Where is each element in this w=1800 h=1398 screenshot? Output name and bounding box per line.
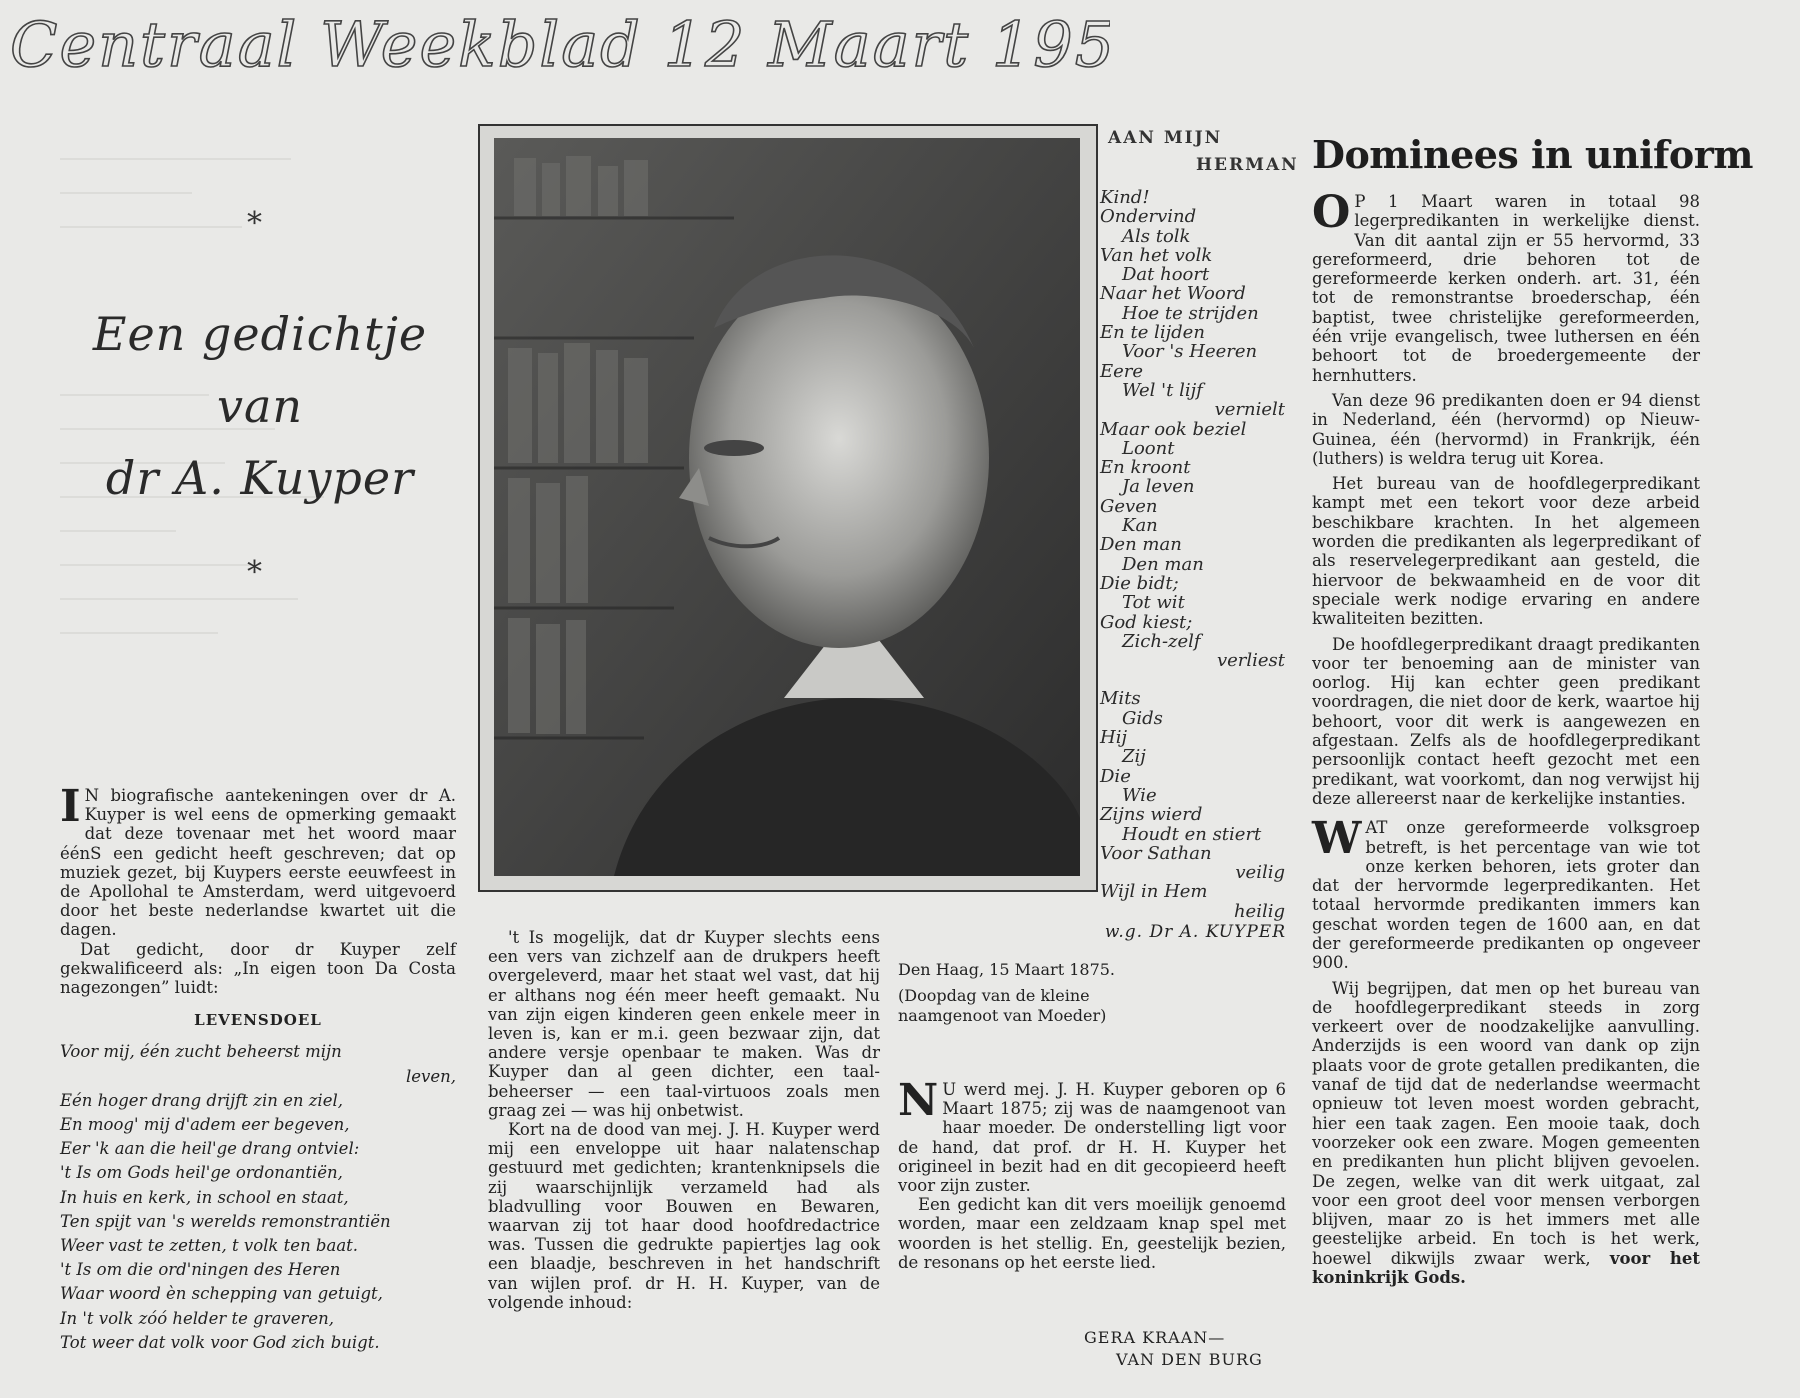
- nu-werd-column: [898, 1075, 1286, 1272]
- poem-line: Wie: [1122, 784, 1157, 806]
- intro-paragraph-2: Dat gedicht, door dr Kuyper zelf gekwalificeerd als: „In eigen toon Da Costa nagezongen” luidt:: [60, 939, 456, 998]
- poem-line: Eere: [1100, 360, 1144, 382]
- poem-line: En kroont: [1100, 457, 1191, 479]
- poem-line: Ten spijt van 's werelds remonstrantiën: [60, 1211, 391, 1231]
- poem-line: leven,: [406, 1066, 456, 1086]
- poem-line: 't Is om die ord'ningen des Heren: [60, 1260, 341, 1280]
- poem-line: Wijl in Hem: [1100, 881, 1208, 903]
- poem-title-levensdoel: LEVENSDOEL: [194, 1011, 322, 1030]
- poem-line: heilig: [1233, 900, 1285, 922]
- poem-line: Houdt en stiert: [1122, 823, 1262, 845]
- poem-line: Wel 't lijf: [1122, 379, 1203, 401]
- portrait-photo: [494, 138, 1080, 876]
- poem-line: En moog' mij d'adem eer begeven,: [60, 1115, 350, 1135]
- poem-line: Van het volk: [1100, 244, 1213, 266]
- author-line-2: VAN DEN BURG: [1116, 1350, 1263, 1369]
- poem-line: vernielt: [1214, 399, 1285, 421]
- poem-line: Ondervind: [1100, 206, 1197, 228]
- poem-line: Loont: [1122, 437, 1175, 459]
- poem-line: Gids: [1122, 707, 1163, 729]
- nu-werd-dropcap: N: [898, 1075, 939, 1126]
- poem-line: 't Is om Gods heil'ge ordonantiën,: [60, 1163, 343, 1183]
- poem-line: Voor 's Heeren: [1122, 341, 1258, 363]
- dominees-paragraph-1: P 1 Maart waren in totaal 98 legerpredikanten in werkelijke dienst. Van dit aantal zijn er 55 hervormd, 33 gereformeerd, drie behoren tot de gereformeerde kerken onderh. art. 31, één tot de remonstrantse broederschap, één baptist, twee christelijke gereformeerden, één vrije evangelisch, twee luthersen en één behoort tot de broedergemeente der hernhutters.: [1312, 192, 1700, 385]
- decorative-star-bottom: *: [247, 555, 262, 590]
- poem-levensdoel: [60, 1040, 456, 1355]
- poem-line: Geven: [1100, 495, 1158, 517]
- poem-line: Kind!: [1100, 187, 1150, 208]
- poem-line: Hij: [1100, 727, 1128, 749]
- poem-line: Waar woord èn schepping van getuigt,: [60, 1284, 383, 1304]
- poem-heading-1: AAN MIJN: [1108, 128, 1223, 148]
- poem-line: Voor Sathan: [1100, 842, 1212, 864]
- middle-column: [488, 928, 880, 1312]
- handwritten-note-text: Centraal Weekblad 12 Maart 1955: [10, 8, 1110, 81]
- poem-signature: w.g. Dr A. KUYPER: [1104, 922, 1286, 942]
- dominees-paragraph-4: De hoofdlegerpredikant draagt predikanten voor ter benoeming aan de minister van oorlog. Hij kan echter geen predikant voordragen, die niet door de kerk, waartoe hij behoort, voor dit werk is aangewezen en afgestaan. Zelfs als de hoofdlegerpredikant persoonlijk contact heeft gezocht met een predikant, wat voorkomt, dan nog verwijst hij deze allereerst naar de kerkelijke instanties.: [1312, 634, 1700, 808]
- poem-line: Eén hoger drang drijft zin en ziel,: [60, 1090, 343, 1110]
- poem-line: Die: [1100, 765, 1131, 787]
- poem-line: Zijns wierd: [1100, 804, 1203, 826]
- poem-line: Weer vast te zetten, t volk ten baat.: [60, 1236, 359, 1256]
- intro-dropcap: I: [60, 781, 81, 832]
- dominees-paragraph-2: Van deze 96 predikanten doen er 94 dienst in Nederland, één (hervormd) op Nieuw-Guinea, één (hervormd) in Frankrijk, één (luthers) is weldra terug uit Korea.: [1312, 390, 1700, 468]
- poem-line: Die bidt;: [1100, 572, 1179, 594]
- poem-note: (Doopdag van de kleine naamgenoot van Moeder): [898, 986, 1107, 1025]
- middle-paragraph-1: 't Is mogelijk, dat dr Kuyper slechts eens een vers van zichzelf aan de drukpers heeft overgeleverd, maar het staat wel vast, dat hij er althans nog één meer heeft gemaakt. Nu van zijn eigen kinderen geen enkele meer in leven is, kan er m.i. geen bezwaar zijn, dat andere versje openbaar te maken. Was dr Kuyper dan al geen dichter, een taal-beheerser — een taal-virtuoos zoals men graag zei — was hij onbetwist.: [488, 928, 880, 1120]
- dominees-column: [1312, 187, 1700, 1288]
- dominees-paragraph-6: Wij begrijpen, dat men op het bureau van de hoofdlegerpredikant steeds in zorg verkeert over de noodzakelijke aanvulling. Anderzijds is een woord van dank op zijn plaats voor de grote getallen predikanten, die vanaf de tijd dat de nederlandse weermacht opnieuw tot leven moest worden gebracht, hier een taak zagen. Een mooie taak, doch voorzeker ook een zware. Mogen gemeenten en predikanten hun plicht blijven gevoelen. De zegen, welke van dit werk uitgaat, zal voor een groot deel voor mensen verborgen blijven, maar zo is het immers met alle geestelijke arbeid. En toch is het werk, hoewel dikwijls zwaar werk,: [1312, 978, 1700, 1268]
- poem-line: Ja leven: [1122, 476, 1195, 498]
- author-line-1: GERA KRAAN—: [1084, 1328, 1226, 1347]
- poem-line: Tot weer dat volk voor God zich buigt.: [60, 1332, 380, 1352]
- poem-place-date: Den Haag, 15 Maart 1875.: [898, 960, 1116, 979]
- left-headline-line-1: Een gedichtje: [92, 307, 428, 361]
- left-headline-line-2: van: [216, 379, 304, 433]
- poem-line: En te lijden: [1100, 322, 1205, 344]
- poem-line: Zij: [1122, 746, 1146, 768]
- poem-line: Hoe te strijden: [1122, 302, 1259, 324]
- dominees-title: Dominees in uniform: [1312, 132, 1753, 177]
- poem-line: Kan: [1122, 515, 1158, 537]
- poem-line: In 't volk zóó helder te graveren,: [60, 1308, 335, 1328]
- poem-line: Voor mij, één zucht beheerst mijn: [60, 1042, 342, 1062]
- poem-line: Als tolk: [1122, 225, 1191, 247]
- dominees-dropcap-1: O: [1312, 187, 1351, 238]
- poem-line: [1100, 670, 1285, 689]
- portrait-photo-frame: [478, 124, 1098, 892]
- decorative-star-top: *: [247, 206, 262, 241]
- dominees-paragraph-5: AT onze gereformeerde volksgroep betreft, is het percentage van wie tot onze kerken behoren, iets groter dan dat der hervormde legerpredikanten. Het totaal hervormde predikanten immers kan geschat worden tegen de 1600 aan, en dat der gereformeerde predikanten op ongeveer 900.: [1312, 818, 1700, 973]
- poem-line: Tot wit: [1122, 592, 1185, 614]
- poem-line: Den man: [1100, 534, 1182, 556]
- poem-line: Dat hoort: [1122, 264, 1210, 286]
- intro-paragraph-1: N biografische aantekeningen over dr A. Kuyper is wel eens de opmerking gemaakt dat deze tovenaar met het woord maar éénS een gedicht heeft geschreven; dat op muziek gezet, bij Kuypers eerste eeuwfeest in de Apollohal te Amsterdam, werd uitgevoerd door het beste nederlandse kwartet uit die dagen.: [60, 786, 456, 940]
- poem-line: verliest: [1216, 650, 1285, 672]
- left-intro-column: [60, 781, 456, 1355]
- nu-werd-paragraph-1: U werd mej. J. H. Kuyper geboren op 6 Maart 1875; zij was de naamgenoot van haar moeder. De onderstelling ligt voor de hand, dat prof. dr H. H. Kuyper het origineel in bezit had en dit gecopieerd heeft voor zijn zuster.: [898, 1080, 1286, 1196]
- poem-line: God kiest;: [1100, 611, 1193, 633]
- poem-aan-mijn-herman: [1100, 188, 1285, 921]
- poem-line: veilig: [1235, 862, 1285, 884]
- nu-werd-paragraph-2: Een gedicht kan dit vers moeilijk genoemd worden, maar een zeldzaam knap spel met woorden is het stellig. En, geestelijk bezien, de resonans op het eerste lied.: [898, 1195, 1286, 1272]
- poem-line: Mits: [1100, 688, 1141, 710]
- poem-line: Eer 'k aan die heil'ge drang ontviel:: [60, 1139, 360, 1159]
- poem-line: Den man: [1122, 553, 1204, 575]
- poem-line: Naar het Woord: [1100, 283, 1246, 305]
- poem-line: Maar ook beziel: [1100, 418, 1247, 440]
- dominees-dropcap-2: W: [1312, 813, 1362, 865]
- poem-line: Zich-zelf: [1122, 630, 1201, 652]
- left-headline-line-3: dr A. Kuyper: [105, 451, 415, 505]
- poem-heading-2: HERMAN: [1196, 155, 1299, 175]
- poem-line: In huis en kerk, in school en staat,: [60, 1187, 349, 1207]
- handwritten-note: [10, 8, 1110, 88]
- left-headline: [60, 298, 460, 514]
- dominees-closing-bold: voor het koninkrijk Gods.: [1312, 1248, 1700, 1288]
- middle-paragraph-2: Kort na de dood van mej. J. H. Kuyper werd mij een enveloppe uit haar nalatenschap gestuurd met gedichten; krantenknipsels die zij waarschijnlijk verzameld had als bladvulling voor Bouwen en Bewaren, waarvan zij tot haar dood hoofdredactrice was. Tussen die gedrukte papiertjes lag ook een blaadje, beschreven in het handschrift van wijlen prof. dr H. H. Kuyper, van de volgende inhoud:: [488, 1120, 880, 1312]
- dominees-paragraph-3: Het bureau van de hoofdlegerpredikant kampt met een tekort voor deze arbeid beschikbare krachten. In het algemeen worden die predikanten als legerpredikant of als reservelegerpredikant aan gesteld, die hiervoor de bekwaamheid en de voor dit speciale werk nodige ervaring en andere kwaliteiten bezitten.: [1312, 474, 1700, 629]
